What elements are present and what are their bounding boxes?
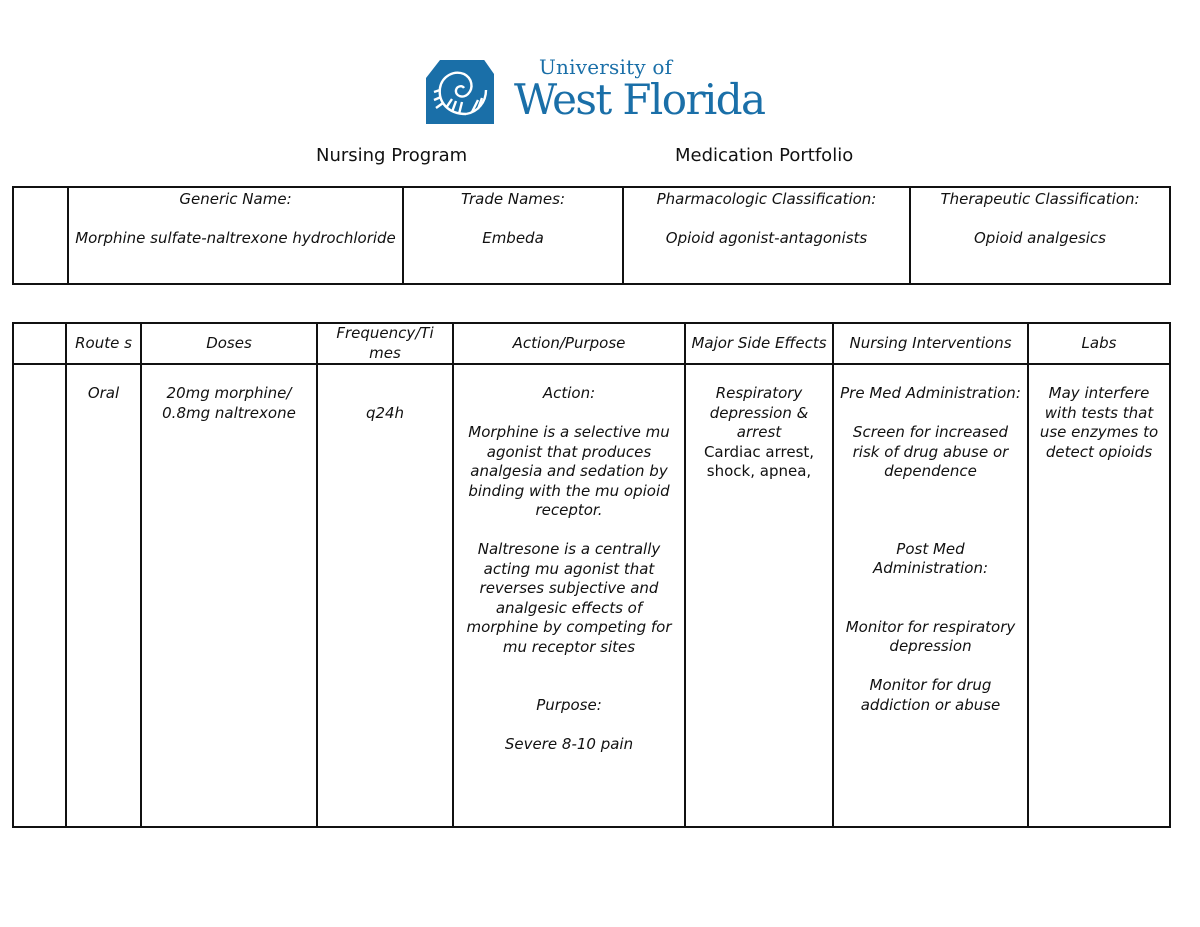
action-label: Action: — [542, 384, 596, 402]
generic-name-value: Morphine sulfate-naltrexone hydrochloride — [75, 228, 396, 247]
generic-name-cell — [68, 187, 403, 284]
medication-details-table — [12, 322, 1171, 828]
purpose-label: Purpose: — [536, 696, 602, 714]
frequency-cell — [317, 364, 453, 827]
header-routes: Route s — [66, 323, 141, 364]
post-med-label: Post Med Administration: — [872, 539, 989, 577]
nautilus-shell-icon — [426, 54, 496, 124]
logo-west-florida: West Florida — [514, 75, 765, 124]
row-blank-cell — [13, 364, 66, 827]
header-doses: Doses — [141, 323, 317, 364]
drug-info-table — [12, 186, 1171, 285]
portfolio-title: Medication Portfolio — [675, 145, 854, 166]
post-med-text-respiratory: Monitor for respiratory depression — [845, 617, 1016, 655]
table-row — [13, 364, 1170, 827]
generic-name-label: Generic Name: — [179, 190, 292, 208]
program-title: Nursing Program — [316, 145, 468, 166]
doses-cell: 20mg morphine/ 0.8mg naltrexone — [141, 364, 317, 827]
nursing-interventions-cell — [833, 364, 1028, 827]
header-side-effects: Major Side Effects — [685, 323, 833, 364]
therapeutic-class-cell — [910, 187, 1170, 284]
purpose-text: Severe 8-10 pain — [504, 735, 634, 753]
labs-cell: May interfere with tests that use enzymes to detect opioids — [1028, 364, 1170, 827]
post-med-text-addiction: Monitor for drug addiction or abuse — [860, 676, 1001, 714]
trade-names-cell — [403, 187, 623, 284]
action-text-naltrexone: Naltresone is a centrally acting mu agonist that reverses subjective and analgesic effects of morphine by competing for mu receptor sites — [466, 540, 672, 656]
trade-names-value: Embeda — [482, 228, 544, 247]
header-action-purpose: Action/Purpose — [453, 323, 685, 364]
logo-university-of: University of — [539, 55, 673, 79]
pharmacologic-class-label: Pharmacologic Classification: — [656, 190, 877, 208]
trade-names-label: Trade Names: — [461, 190, 565, 208]
action-text-morphine: Morphine is a selective mu agonist that produces analgesia and sedation by binding with the mu opioid receptor. — [468, 423, 670, 519]
header-labs: Labs — [1028, 323, 1170, 364]
pharmacologic-class-value: Opioid agonist-antagonists — [665, 228, 868, 247]
side-effect-cardiac: Cardiac arrest, shock, apnea, — [703, 442, 815, 480]
pharmacologic-class-cell — [623, 187, 910, 284]
header-nursing-interventions: Nursing Interventions — [833, 323, 1028, 364]
pre-med-text: Screen for increased risk of drug abuse or dependence — [852, 423, 1009, 480]
header-blank-cell — [13, 323, 66, 364]
pre-med-label: Pre Med Administration: — [840, 384, 1021, 402]
frequency-value: q24h — [365, 403, 405, 422]
route-cell: Oral — [66, 364, 141, 827]
university-logo — [426, 54, 776, 126]
header-frequency: Frequency/Ti mes — [317, 323, 453, 364]
therapeutic-class-value: Opioid analgesics — [974, 228, 1106, 247]
side-effects-cell — [685, 364, 833, 827]
drug-info-blank-cell — [13, 187, 68, 284]
table-header-row — [13, 323, 1170, 364]
side-effect-respiratory: Respiratory depression & arrest — [709, 384, 809, 441]
therapeutic-class-label: Therapeutic Classification: — [940, 190, 1140, 208]
action-purpose-cell — [453, 364, 685, 827]
